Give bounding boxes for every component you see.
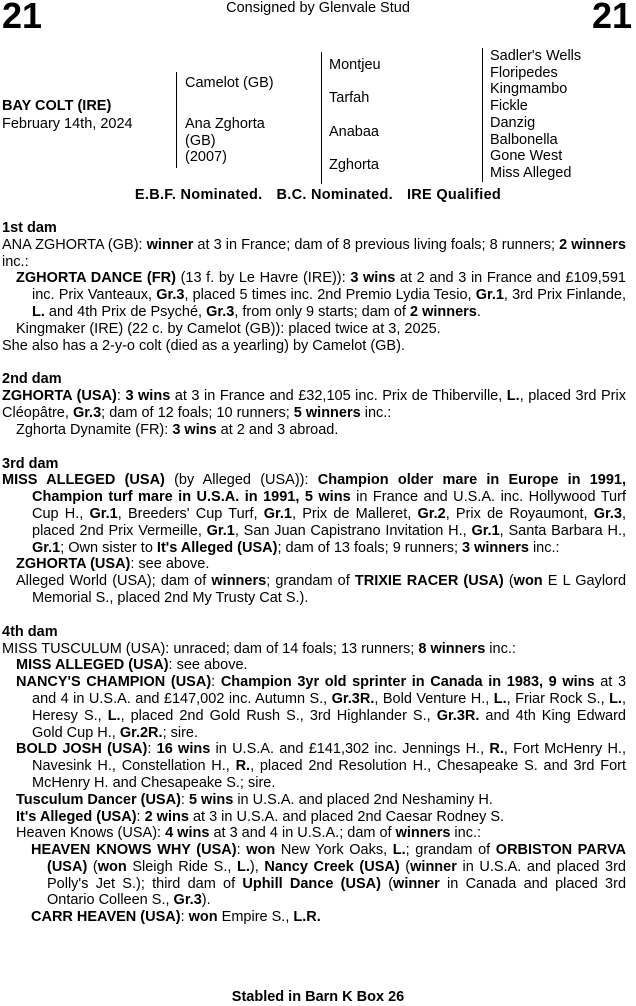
yearling-note: She also has a 2-y-o colt (died as a yearling) by Camelot (GB). bbox=[2, 337, 405, 354]
nancys-champion: NANCY'S CHAMPION (USA): Champion 3yr old sprinter in Canada in 1983, 9 wins at 3 and 4 in U.S.A. and £147,002 inc. Autumn S., Gr.3R., Bold Venture H., L., Friar Rock S., L., Heresy S., L., placed 2nd Gold Rush S., 3rd Highlander S., Gr.3R. and 4th King Edward Gold Cup H., Gr.2R.; sire. bbox=[16, 674, 627, 741]
lot-number: 21 bbox=[2, 0, 43, 36]
alleged-world: Alleged World (USA); dam of winners; grandam of TRIXIE RACER (USA) (won E L Gaylord Memorial S., placed 2nd My Trusty Cat S.). bbox=[16, 573, 627, 606]
nominations: E.B.F. Nominated. B.C. Nominated. IRE Qualified bbox=[134, 187, 502, 203]
catalogue-body bbox=[2, 220, 626, 926]
pedigree-gen3-3: Anabaa bbox=[329, 124, 379, 140]
dam-zghorta: ZGHORTA (USA): 3 wins at 3 in France and £32,105 inc. Prix de Thiberville, L., placed 3rd Prix Cléopâtre, Gr.3; dam of 12 foals; 10 runners; 5 winners inc.: bbox=[2, 388, 626, 421]
heaven-knows-why: HEAVEN KNOWS WHY (USA): won New York Oaks, L.; grandam of ORBISTON PARVA (USA) (won Sleigh Ride S., L.), Nancy Creek (USA) (winner in U.S.A. and placed 3rd Polly's Jet S.); third dam of Uphill Dance (USA) (winner in Canada and placed 3rd Ontario Colleen S., Gr.3). bbox=[31, 842, 627, 909]
pedigree-sire: Camelot (GB) bbox=[185, 75, 274, 91]
pedigree-dam: Ana Zghorta (GB) (2007) bbox=[185, 116, 265, 165]
consignor: Consigned by Glenvale Stud bbox=[226, 0, 410, 16]
dam-miss-tusculum: MISS TUSCULUM (USA): unraced; dam of 14 foals; 13 runners; 8 winners inc.: bbox=[2, 640, 516, 657]
its-alleged: It's Alleged (USA): 2 wins at 3 in U.S.A. and placed 2nd Caesar Rodney S. bbox=[16, 808, 505, 825]
horse-name: BAY COLT (IRE) bbox=[2, 98, 112, 114]
heaven-knows: Heaven Knows (USA): 4 wins at 3 and 4 in U.S.A.; dam of winners inc.: bbox=[16, 825, 482, 842]
horse-foaled: February 14th, 2024 bbox=[2, 116, 133, 132]
zghorta-dance: ZGHORTA DANCE (FR) (13 f. by Le Havre (IRE)): 3 wins at 2 and 3 in France and £109,591 inc. Prix Vanteaux, Gr.3, placed 5 times inc. 2nd Premio Lydia Tesio, Gr.1, 3rd Prix Finlande, L. and 4th Prix de Psyché, Gr.3, from only 9 starts; dam of 2 winners. bbox=[16, 270, 626, 320]
stabling-footer: Stabled in Barn K Box 26 bbox=[231, 989, 405, 1005]
dam-ana-zghorta: ANA ZGHORTA (GB): winner at 3 in France; dam of 8 previous living foals; 8 runners; 2 winners inc.: bbox=[2, 236, 626, 270]
section-heading-2nd-dam: 2nd dam bbox=[2, 371, 62, 388]
section-heading-3rd-dam: 3rd dam bbox=[2, 455, 59, 472]
bold-josh: BOLD JOSH (USA): 16 wins in U.S.A. and £141,302 inc. Jennings H., R., Fort McHenry H., Navesink H., Constellation H., R., placed 2nd Resolution H., Chesapeake S. and 3rd Fort McHenry H. and Chesapeake S.; sire. bbox=[16, 741, 626, 791]
carr-heaven: CARR HEAVEN (USA): won Empire S., L.R. bbox=[31, 909, 321, 926]
kingmaker: Kingmaker (IRE) (22 c. by Camelot (GB)): placed twice at 3, 2025. bbox=[16, 320, 441, 337]
pedigree-bracket-2 bbox=[321, 52, 322, 184]
pedigree-gen3-2: Tarfah bbox=[329, 90, 370, 106]
pedigree-bracket-1 bbox=[176, 72, 177, 168]
zghorta-dynamite: Zghorta Dynamite (FR): 3 wins at 2 and 3 abroad. bbox=[16, 421, 339, 438]
section-heading-1st-dam: 1st dam bbox=[2, 220, 57, 236]
dam-miss-alleged: MISS ALLEGED (USA) (by Alleged (USA)): Champion older mare in Europe in 1991, Champion turf mare in U.S.A. in 1991, 5 wins in France and U.S.A. inc. Hollywood Turf Cup H., Gr.1, Breeders' Cup Turf, Gr.1, Prix de Malleret, Gr.2, Prix de Royaumont, Gr.3, placed 2nd Prix Vermeille, Gr.1, San Juan Capistrano Invitation H., Gr.1, Santa Barbara H., Gr.1; Own sister to It's Alleged (USA); dam of 13 foals; 9 runners; 3 winners inc.: bbox=[2, 472, 627, 556]
section-heading-4th-dam: 4th dam bbox=[2, 623, 58, 640]
pedigree-gen3-4: Zghorta bbox=[329, 157, 379, 173]
miss-alleged-see-above: MISS ALLEGED (USA): see above. bbox=[16, 657, 248, 674]
pedigree-gen3-1: Montjeu bbox=[329, 57, 381, 73]
pedigree-bracket-3 bbox=[482, 48, 483, 182]
pedigree-gen4: Sadler's Wells Floripedes Kingmambo Fickle Danzig Balbonella Gone West Miss Alleged bbox=[490, 48, 582, 181]
tusculum-dancer: Tusculum Dancer (USA): 5 wins in U.S.A. and placed 2nd Neshaminy H. bbox=[16, 791, 493, 808]
zghorta-see-above: ZGHORTA (USA): see above. bbox=[16, 556, 210, 573]
lot-number-right: 21 bbox=[591, 0, 632, 36]
